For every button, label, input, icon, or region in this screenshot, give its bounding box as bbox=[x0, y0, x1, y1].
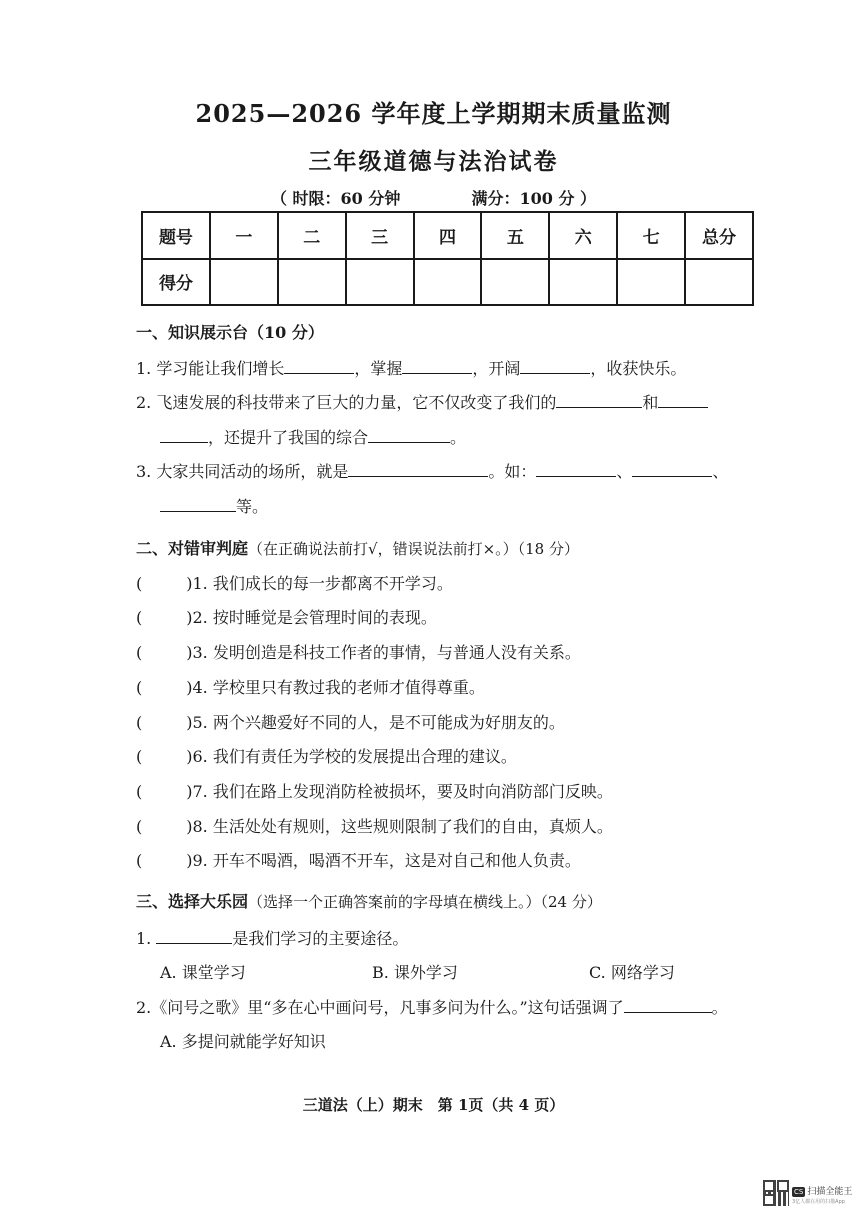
judge-item[interactable]: ( )5. 两个兴趣爱好不同的人，是不可能成为好朋友的。 bbox=[136, 713, 565, 732]
score-table-cell: 六 bbox=[549, 212, 617, 259]
score-table-header-row bbox=[142, 212, 753, 259]
option-a[interactable]: A. 课堂学习 bbox=[160, 963, 246, 982]
judge-item[interactable]: ( )7. 我们在路上发现消防栓被损坏，要及时向消防部门反映。 bbox=[136, 782, 613, 801]
judge-item[interactable]: ( )4. 学校里只有教过我的老师才值得尊重。 bbox=[136, 678, 485, 697]
time-limit: （ 时限：60 分钟 bbox=[270, 189, 401, 208]
score-input-cell[interactable] bbox=[278, 259, 346, 306]
answer-blank[interactable] bbox=[632, 460, 712, 477]
judge-item[interactable]: ( )9. 开车不喝酒，喝酒不开车，这是对自己和他人负责。 bbox=[136, 851, 581, 870]
score-table-cell: 总分 bbox=[685, 212, 753, 259]
section2-note: （在正确说法前打√，错误说法前打×。）（18 分） bbox=[248, 540, 579, 558]
answer-blank[interactable] bbox=[556, 391, 642, 408]
section3-title: 三、选择大乐园（选择一个正确答案前的字母填在横线上。）（24 分） bbox=[136, 892, 602, 911]
section1-title: 一、知识展示台（10 分） bbox=[136, 323, 324, 342]
answer-blank[interactable] bbox=[284, 357, 354, 374]
question-1-2-cont: ，还提升了我国的综合 。 bbox=[160, 425, 466, 448]
answer-blank[interactable] bbox=[402, 357, 472, 374]
qr-code-icon bbox=[763, 1180, 789, 1206]
score-table-cell: 得分 bbox=[142, 259, 210, 306]
score-input-cell[interactable] bbox=[685, 259, 753, 306]
score-table-cell: 五 bbox=[481, 212, 549, 259]
score-table-cell: 四 bbox=[414, 212, 482, 259]
full-score: 满分：100 分 ） bbox=[471, 189, 597, 208]
judge-item[interactable]: ( )6. 我们有责任为学校的发展提出合理的建议。 bbox=[136, 747, 517, 766]
question-1-3-cont: 等。 bbox=[160, 494, 268, 517]
exam-info bbox=[0, 186, 867, 209]
judge-item[interactable]: ( )8. 生活处处有规则，这些规则限制了我们的自由，真烦人。 bbox=[136, 817, 613, 836]
question-1-3: 3. 大家共同活动的场所，就是 。如： 、 、 bbox=[136, 462, 729, 481]
answer-blank[interactable] bbox=[520, 357, 590, 374]
scanner-tagline: 3亿人都在用的扫描App bbox=[792, 1199, 845, 1205]
scanner-name: 扫描全能王 bbox=[807, 1187, 853, 1197]
exam-subtitle: 三年级道德与法治试卷 bbox=[308, 148, 559, 175]
answer-blank[interactable] bbox=[156, 927, 232, 944]
choice-question-2: 2.《问号之歌》里“多在心中画问号，凡事多问为什么。”这句话强调了 。 bbox=[136, 998, 728, 1017]
option-c[interactable]: C. 网络学习 bbox=[589, 963, 675, 982]
answer-blank[interactable] bbox=[348, 460, 488, 477]
score-input-cell[interactable] bbox=[617, 259, 685, 306]
score-table-cell: 三 bbox=[346, 212, 414, 259]
judge-item[interactable]: ( )2. 按时睡觉是会管理时间的表现。 bbox=[136, 608, 437, 627]
answer-blank[interactable] bbox=[536, 460, 616, 477]
section2-title: 二、对错审判庭（在正确说法前打√，错误说法前打×。）（18 分） bbox=[136, 539, 579, 558]
judge-item[interactable]: ( )3. 发明创造是科技工作者的事情，与普通人没有关系。 bbox=[136, 643, 581, 662]
score-table-cell: 题号 bbox=[142, 212, 210, 259]
score-table-score-row bbox=[142, 259, 753, 306]
score-input-cell[interactable] bbox=[210, 259, 278, 306]
answer-blank[interactable] bbox=[160, 426, 208, 443]
exam-title: 2025—2026 学年度上学期期末质量监测 bbox=[195, 99, 672, 128]
score-table bbox=[141, 211, 754, 306]
answer-blank[interactable] bbox=[624, 996, 712, 1013]
option-a[interactable]: A. 多提问就能学好知识 bbox=[160, 1032, 326, 1051]
scanner-watermark bbox=[792, 1184, 852, 1205]
score-table-cell: 七 bbox=[617, 212, 685, 259]
score-input-cell[interactable] bbox=[549, 259, 617, 306]
scanner-logo-icon: CS bbox=[794, 1188, 804, 1196]
question-1-2: 2. 飞速发展的科技带来了巨大的力量，它不仅改变了我们的 和 bbox=[136, 390, 708, 413]
section3-note: （选择一个正确答案前的字母填在横线上。）（24 分） bbox=[248, 893, 602, 911]
score-input-cell[interactable] bbox=[414, 259, 482, 306]
page-footer: 三道法（上）期末 第 1页（共 4 页） bbox=[302, 1096, 565, 1114]
answer-blank[interactable] bbox=[160, 495, 236, 512]
score-table-cell: 二 bbox=[278, 212, 346, 259]
score-input-cell[interactable] bbox=[346, 259, 414, 306]
answer-blank[interactable] bbox=[368, 426, 450, 443]
choice-question-1: 1. 是我们学习的主要途径。 bbox=[136, 929, 409, 948]
score-table-cell: 一 bbox=[210, 212, 278, 259]
judge-item[interactable]: ( )1. 我们成长的每一步都离不开学习。 bbox=[136, 574, 453, 593]
option-b[interactable]: B. 课外学习 bbox=[372, 963, 458, 982]
score-input-cell[interactable] bbox=[481, 259, 549, 306]
question-1-1: 1. 学习能让我们增长 ，掌握 ，开阔 ，收获快乐。 bbox=[136, 359, 687, 378]
answer-blank[interactable] bbox=[658, 391, 708, 408]
